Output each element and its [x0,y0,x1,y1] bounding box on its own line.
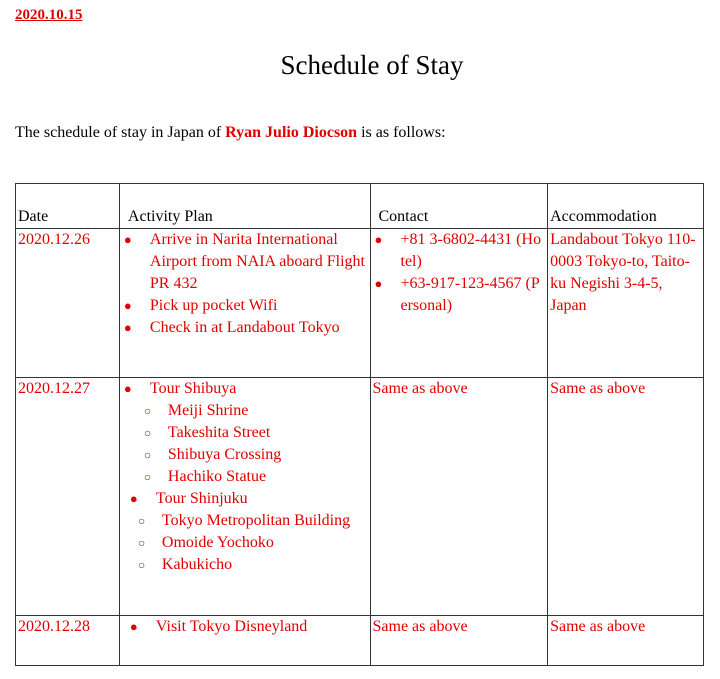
intro-suffix: is as follows: [357,124,446,141]
row-accommodation: Landabout Tokyo 110-0003 Tokyo-to, Taito-ku Negishi 3-4-5, Japan [548,229,704,378]
table-header-row [16,184,704,229]
document-date: 2020.10.15 [15,7,83,23]
row-contact: Same as above [370,378,548,616]
circle-bullet-icon: ○ [137,558,146,572]
list-item: ● Visit Tokyo Disneyland [122,616,368,638]
header-accommodation: Accommodation [548,184,704,229]
list-item: ● Pick up pocket Wifi [122,295,368,317]
table-row [16,229,704,378]
bullet-icon: ● [374,232,383,247]
intro-prefix: The schedule of stay in Japan of [15,124,226,141]
row-contact: Same as above [370,616,548,666]
bullet-icon: ● [129,619,138,634]
table-row [16,616,704,666]
schedule-table [15,183,704,666]
traveler-name: Ryan Julio Diocson [225,124,358,141]
list-item: ○ Hachiko Statue [122,466,368,488]
row-date: 2020.12.28 [16,616,120,666]
table-row [16,378,704,616]
circle-bullet-icon: ○ [143,470,152,484]
row-contacts [370,229,548,378]
bullet-icon: ● [123,320,132,335]
list-item: ● Tour Shibuya [122,378,368,400]
row-accommodation: Same as above [548,378,704,616]
intro-paragraph [15,124,446,142]
circle-bullet-icon: ○ [137,536,146,550]
list-item: ● Arrive in Narita International Airport from NAIA aboard Flight PR 432 [123,231,365,292]
header-date: Date [16,184,120,229]
list-item: ● +81 3-6802-4431 (Hotel) [374,231,542,270]
bullet-icon: ● [374,276,383,291]
row-activities [119,229,370,378]
list-item: ● Check in at Landabout Tokyo [122,317,368,339]
list-item: ○ Omoide Yochoko [122,532,368,554]
list-item: ○ Tokyo Metropolitan Building [122,510,368,532]
list-item: ● Tour Shinjuku [122,488,368,510]
circle-bullet-icon: ○ [143,448,152,462]
bullet-icon: ● [123,298,132,313]
bullet-icon: ● [123,232,132,247]
header-contact: Contact [370,184,548,229]
list-item: ○ Shibuya Crossing [122,444,368,466]
row-activities [119,616,370,666]
bullet-icon: ● [123,381,132,396]
header-activity-plan: Activity Plan [119,184,370,229]
row-accommodation: Same as above [548,616,704,666]
list-item: ● +63-917-123-4567 (Personal) [374,275,540,314]
circle-bullet-icon: ○ [143,426,152,440]
circle-bullet-icon: ○ [137,514,146,528]
row-activities [119,378,370,616]
row-date: 2020.12.26 [16,229,120,378]
list-item: ○ Meiji Shrine [122,400,368,422]
list-item: ○ Takeshita Street [122,422,368,444]
page-title: Schedule of Stay [280,50,464,80]
row-date: 2020.12.27 [16,378,120,616]
circle-bullet-icon: ○ [143,404,152,418]
bullet-icon: ● [129,491,138,506]
list-item: ○ Kabukicho [122,554,368,576]
